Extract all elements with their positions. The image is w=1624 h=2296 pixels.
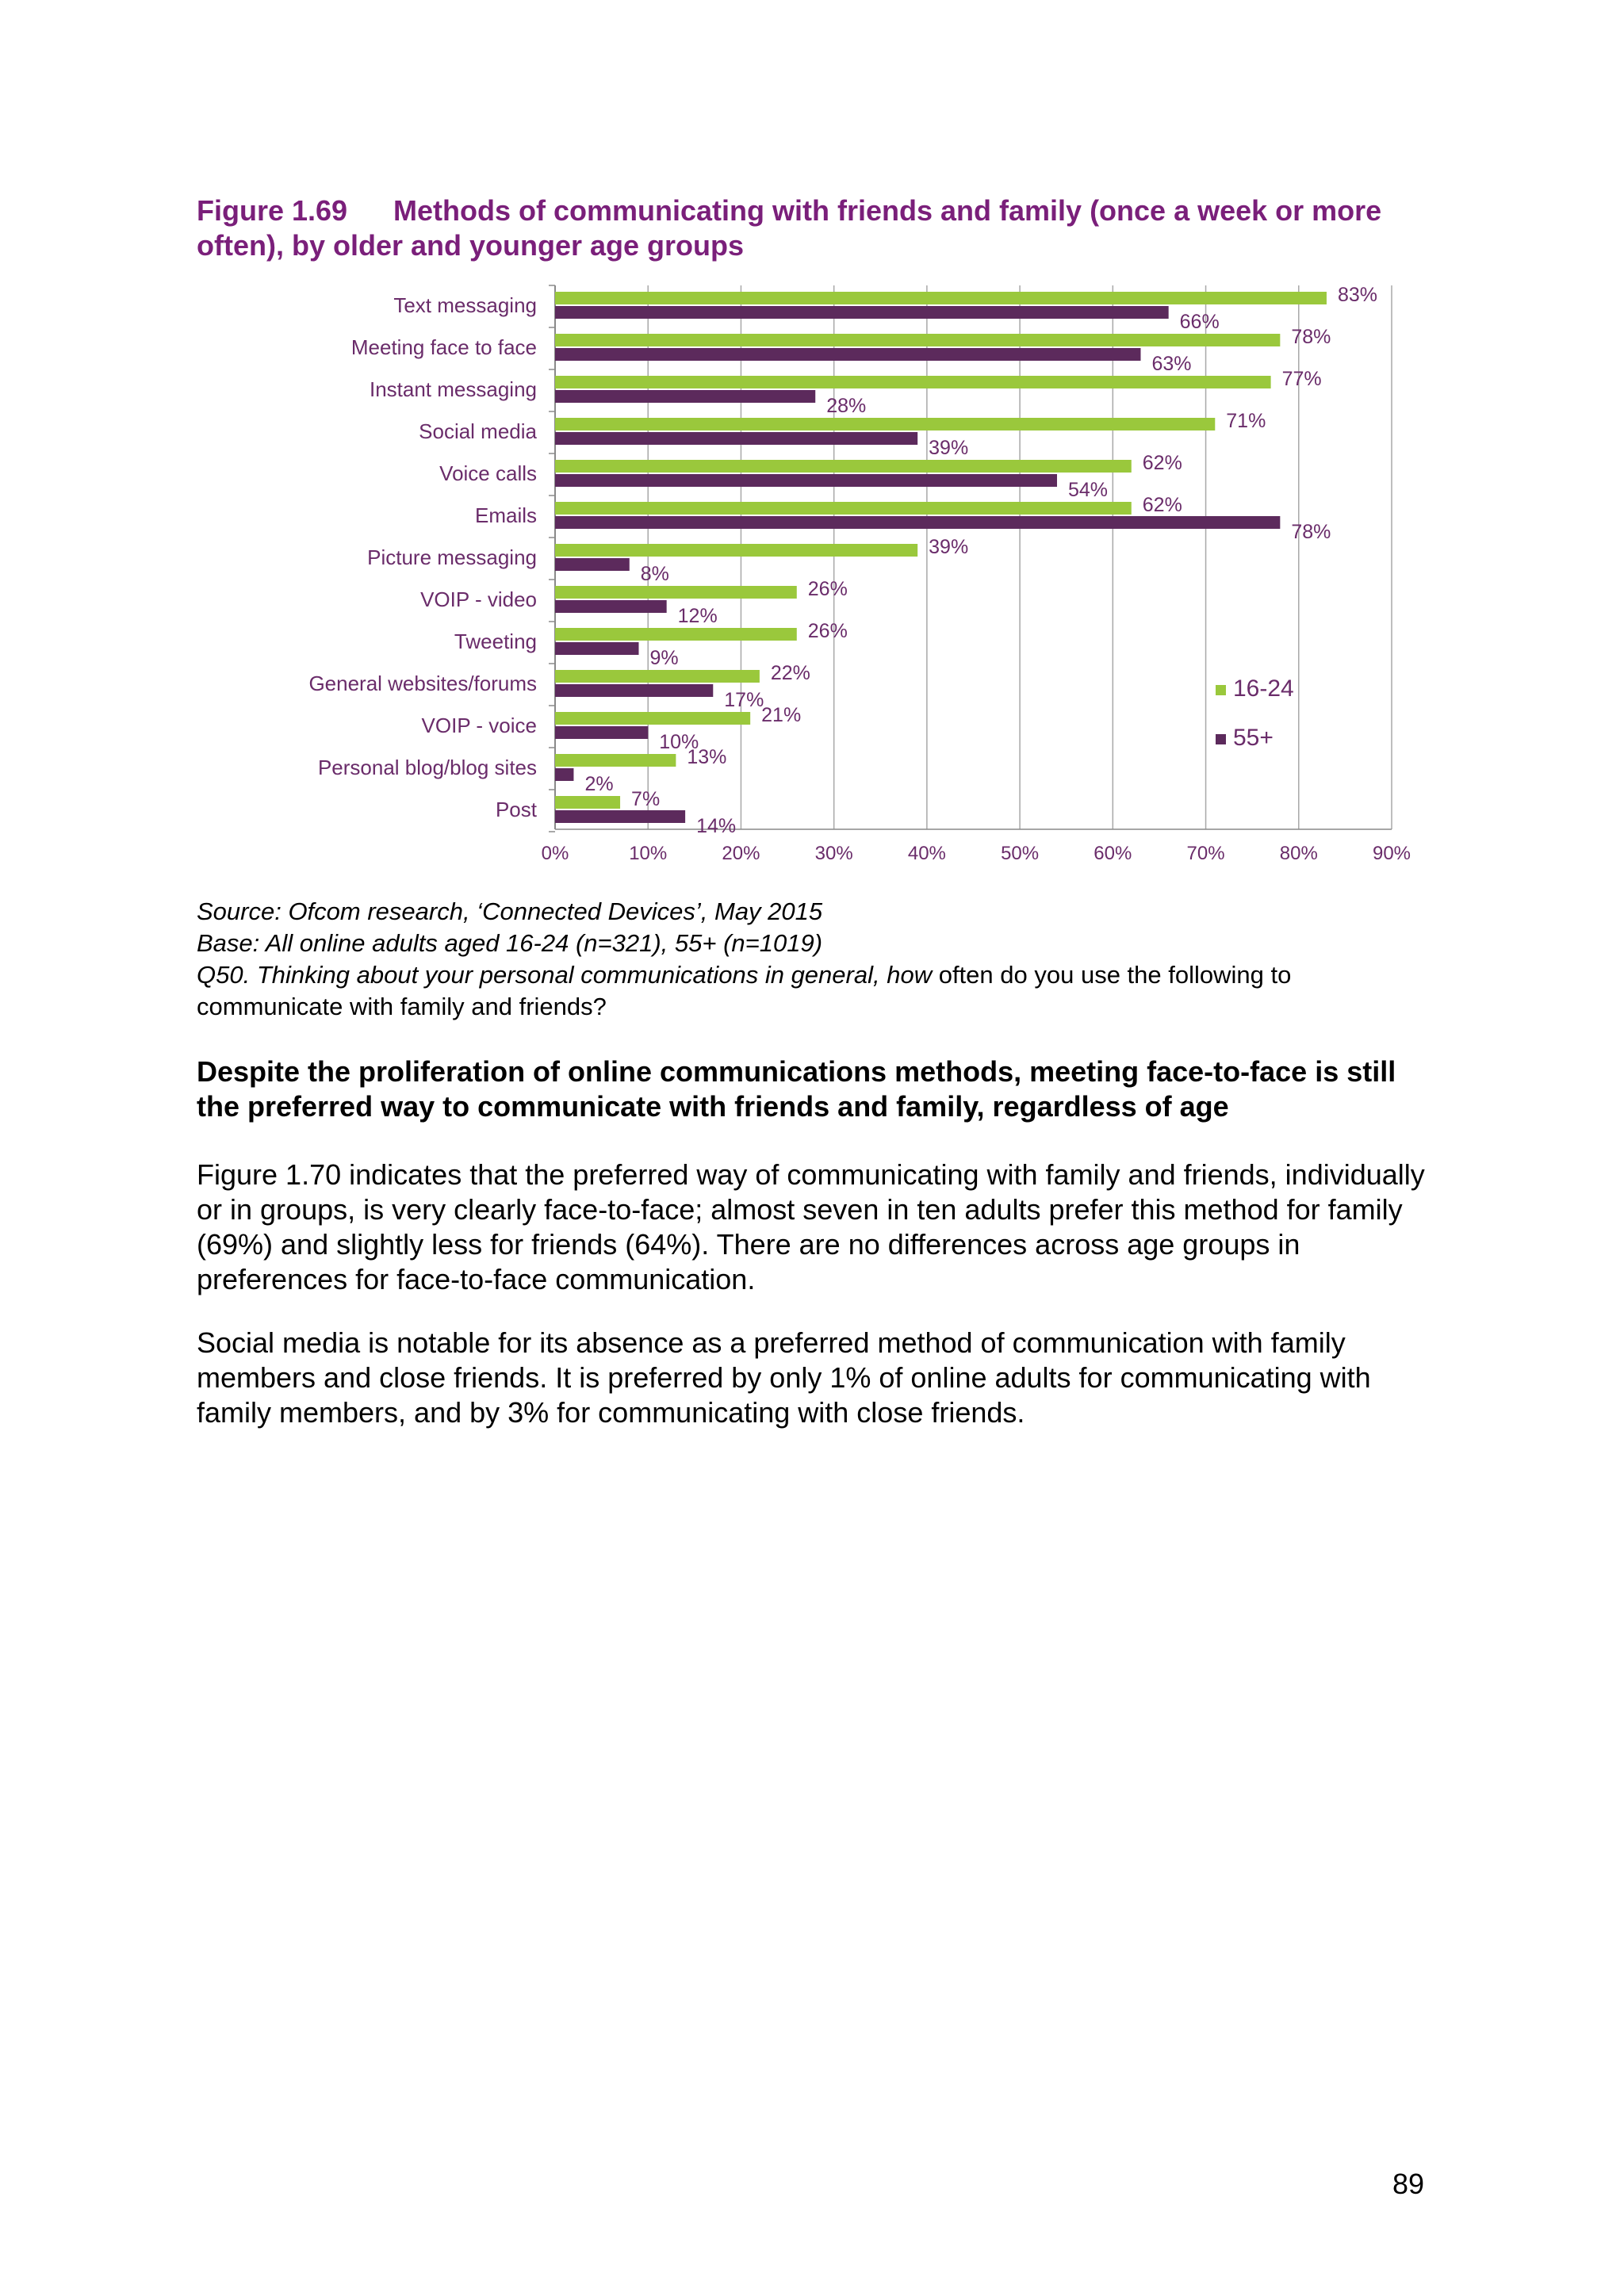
data-label-16-24: 78%	[1291, 326, 1331, 348]
bar-16-24	[555, 376, 1271, 388]
data-label-16-24: 62%	[1142, 494, 1182, 516]
legend-swatch	[1216, 685, 1226, 695]
bar-55-plus	[555, 726, 648, 739]
bar-55-plus	[555, 810, 685, 823]
paragraph-2: Social media is notable for its absence as a preferred method of communication with family members and close friends. It is preferred by only 1% of online adults for communicating with family members, and by 3% for communicating with close friends.	[197, 1326, 1371, 1429]
source-line: Source: Ofcom research, ‘Connected Devices’, May 2015	[197, 897, 823, 925]
category-label: Social media	[419, 419, 537, 443]
data-label-16-24: 21%	[761, 704, 802, 726]
data-label-55-plus: 54%	[1068, 479, 1109, 501]
category-label: Personal blog/blog sites	[317, 756, 537, 779]
bar-16-24	[555, 586, 797, 599]
data-label-16-24: 26%	[807, 620, 848, 642]
x-tick-label: 10%	[629, 843, 668, 864]
x-tick-label: 40%	[907, 843, 946, 864]
data-label-55-plus: 17%	[724, 689, 764, 711]
data-label-16-24: 62%	[1142, 452, 1182, 474]
question-line	[197, 959, 1434, 1023]
bar-16-24	[555, 334, 1280, 346]
bar-55-plus	[555, 642, 639, 655]
legend-label: 16-24	[1233, 675, 1294, 702]
x-tick-label: 0%	[541, 843, 569, 864]
bar-16-24	[555, 544, 917, 557]
category-label: VOIP - voice	[421, 714, 537, 737]
source-note	[197, 896, 1434, 1023]
bar-55-plus	[555, 684, 713, 697]
bar-16-24	[555, 670, 760, 683]
category-label: Text messaging	[393, 293, 537, 317]
base-line: Base: All online adults aged 16-24 (n=321), 55+ (n=1019)	[197, 929, 823, 957]
x-tick-label: 90%	[1372, 843, 1411, 864]
figure-number: Figure 1.69	[197, 194, 348, 227]
data-label-16-24: 13%	[687, 746, 727, 768]
bar-55-plus	[555, 768, 573, 781]
bar-16-24	[555, 628, 797, 641]
data-label-16-24: 7%	[631, 788, 661, 810]
data-label-55-plus: 66%	[1179, 311, 1220, 333]
bar-16-24	[555, 712, 750, 725]
data-label-55-plus: 14%	[696, 815, 737, 837]
bar-55-plus	[555, 516, 1280, 529]
data-label-55-plus: 9%	[649, 647, 679, 669]
question-rest: often do you use the following to communicate with family and friends?	[197, 961, 1292, 1020]
question-italic: Q50. Thinking about your personal communications in general, how	[197, 961, 933, 989]
data-label-55-plus: 63%	[1151, 353, 1192, 375]
data-label-16-24: 71%	[1226, 410, 1266, 432]
x-tick-label: 70%	[1186, 843, 1225, 864]
data-label-55-plus: 10%	[659, 731, 699, 753]
bar-55-plus	[555, 390, 815, 403]
bar-55-plus	[555, 600, 667, 613]
data-label-55-plus: 28%	[826, 395, 867, 417]
x-tick-label: 80%	[1279, 843, 1318, 864]
data-label-55-plus: 2%	[584, 773, 614, 795]
legend-label: 55+	[1233, 725, 1274, 751]
data-label-55-plus: 12%	[677, 605, 718, 627]
data-label-16-24: 39%	[929, 536, 969, 558]
x-tick-label: 60%	[1094, 843, 1132, 864]
paragraph-1: Figure 1.70 indicates that the preferred way of communicating with family and friends, individually or in groups, is very clearly face-to-face; almost seven in ten adults prefer this method for family (69%) and slightly less for friends (64%). There are no differences across age groups in preferences for face-to-face communication.	[197, 1158, 1425, 1295]
category-label: Emails	[474, 503, 537, 527]
data-label-55-plus: 8%	[640, 563, 669, 585]
section-heading: Despite the proliferation of online communications methods, meeting face-to-face is still the preferred way to communicate with friends and family, regardless of age	[197, 1055, 1396, 1123]
bar-55-plus	[555, 432, 917, 445]
category-label: Tweeting	[454, 629, 537, 653]
figure-caption: Methods of communicating with friends and family (once a week or more often), by older and younger age groups	[197, 194, 1382, 262]
data-label-16-24: 26%	[807, 578, 848, 600]
bar-55-plus	[555, 474, 1057, 487]
data-label-16-24: 77%	[1281, 368, 1322, 390]
x-tick-label: 30%	[814, 843, 853, 864]
page-number: 89	[1392, 2168, 1425, 2200]
bar-16-24	[555, 796, 620, 809]
category-label: General websites/forums	[308, 672, 537, 695]
bar-16-24	[555, 502, 1132, 515]
category-label: Picture messaging	[367, 545, 537, 569]
x-tick-label: 50%	[1001, 843, 1040, 864]
category-label: Voice calls	[439, 461, 537, 485]
legend-swatch	[1216, 734, 1226, 744]
bar-16-24	[555, 754, 676, 767]
bar-16-24	[555, 418, 1215, 430]
bar-16-24	[555, 292, 1327, 304]
data-label-55-plus: 78%	[1291, 521, 1331, 543]
data-label-16-24: 83%	[1337, 284, 1377, 306]
bar-16-24	[555, 460, 1132, 473]
data-label-55-plus: 39%	[929, 437, 969, 459]
bar-chart	[0, 0, 1624, 880]
data-label-16-24: 22%	[770, 662, 810, 684]
category-label: Instant messaging	[369, 377, 537, 401]
bar-55-plus	[555, 558, 630, 571]
category-label: Post	[495, 798, 537, 821]
bar-55-plus	[555, 306, 1169, 319]
bar-55-plus	[555, 348, 1141, 361]
category-label: Meeting face to face	[350, 335, 537, 359]
category-label: VOIP - video	[420, 587, 537, 611]
x-tick-label: 20%	[722, 843, 760, 864]
